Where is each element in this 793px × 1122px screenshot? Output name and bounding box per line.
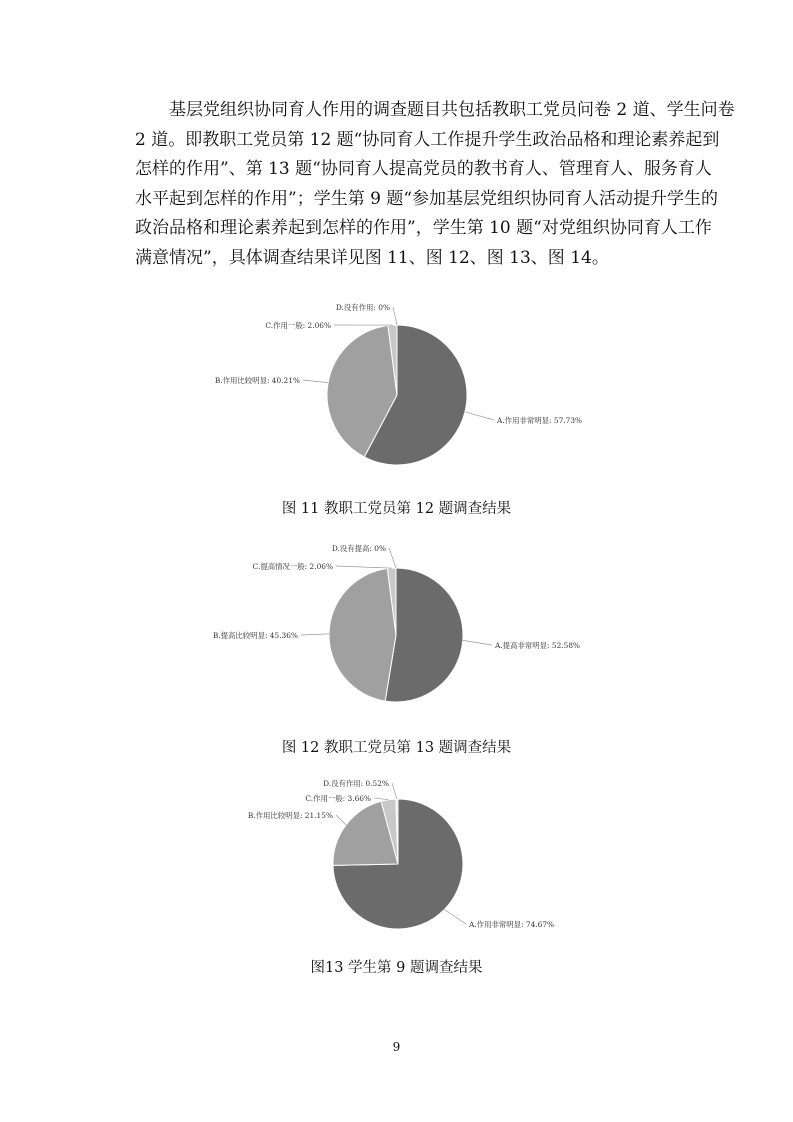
figure-caption: 图 11 教职工党员第 12 题调查结果 bbox=[281, 501, 512, 517]
pie-slice bbox=[329, 569, 396, 702]
figure-caption: 图13 学生第 9 题调查结果 bbox=[310, 960, 483, 976]
slice-label: A.作用非常明显: 57.73% bbox=[497, 416, 583, 425]
leader-line bbox=[393, 307, 397, 325]
slice-label: D.没有提高: 0% bbox=[331, 544, 386, 553]
slice-label: B.提高比较明显: 45.36% bbox=[212, 631, 298, 640]
leader-line bbox=[301, 634, 329, 635]
leader-line bbox=[444, 910, 466, 925]
pie-chart-figure-12 bbox=[0, 535, 793, 715]
slice-label: B.作用比较明显: 21.15% bbox=[247, 811, 333, 820]
body-line: 基层党组织协同育人作用的调查题目共包括教职工党员问卷 2 道、学生问卷 bbox=[169, 100, 735, 120]
slice-label: B.作用比较明显: 40.21% bbox=[214, 376, 300, 385]
slice-label: D.没有作用: 0.52% bbox=[323, 779, 389, 788]
body-line: 怎样的作用”、第 13 题“协同育人提高党员的教书育人、管理育人、服务育人 bbox=[135, 159, 712, 179]
page-number: 9 bbox=[392, 1040, 401, 1054]
slice-label: A.作用非常明显: 74.67% bbox=[469, 920, 555, 929]
slice-label: A.提高非常明显: 52.58% bbox=[495, 641, 581, 650]
pie-chart-figure-13 bbox=[0, 770, 793, 940]
figure-caption: 图 12 教职工党员第 13 题调查结果 bbox=[281, 740, 512, 756]
leader-line bbox=[374, 798, 388, 800]
body-line: 水平起到怎样的作用”；学生第 9 题“参加基层党组织协同育人活动提升学生的 bbox=[135, 188, 719, 209]
body-paragraph bbox=[135, 96, 735, 273]
leader-line bbox=[389, 548, 396, 568]
pie-slice bbox=[385, 568, 463, 702]
slice-label: D.没有作用: 0% bbox=[335, 303, 390, 312]
body-line: 满意情况”，具体调查结果详见图 11、图 12、图 13、图 14。 bbox=[135, 247, 609, 268]
leader-line bbox=[336, 815, 346, 825]
slice-label: C.作用一般: 3.66% bbox=[305, 794, 371, 803]
body-line: 政治品格和理论素养起到怎样的作用”，学生第 10 题“对党组织协同育人工作 bbox=[135, 218, 712, 238]
leader-line bbox=[336, 566, 392, 568]
leader-line bbox=[392, 783, 397, 799]
leader-line bbox=[463, 640, 492, 645]
pie-chart-figure-11 bbox=[0, 290, 793, 480]
body-line: 2 道。即教职工党员第 12 题“协同育人工作提升学生政治品格和理论素养起到 bbox=[135, 129, 720, 150]
slice-label: C.提高情况一般: 2.06% bbox=[252, 562, 333, 571]
leader-line bbox=[465, 412, 494, 420]
leader-line bbox=[303, 380, 328, 383]
slice-label: C.作用一般: 2.06% bbox=[265, 321, 331, 330]
